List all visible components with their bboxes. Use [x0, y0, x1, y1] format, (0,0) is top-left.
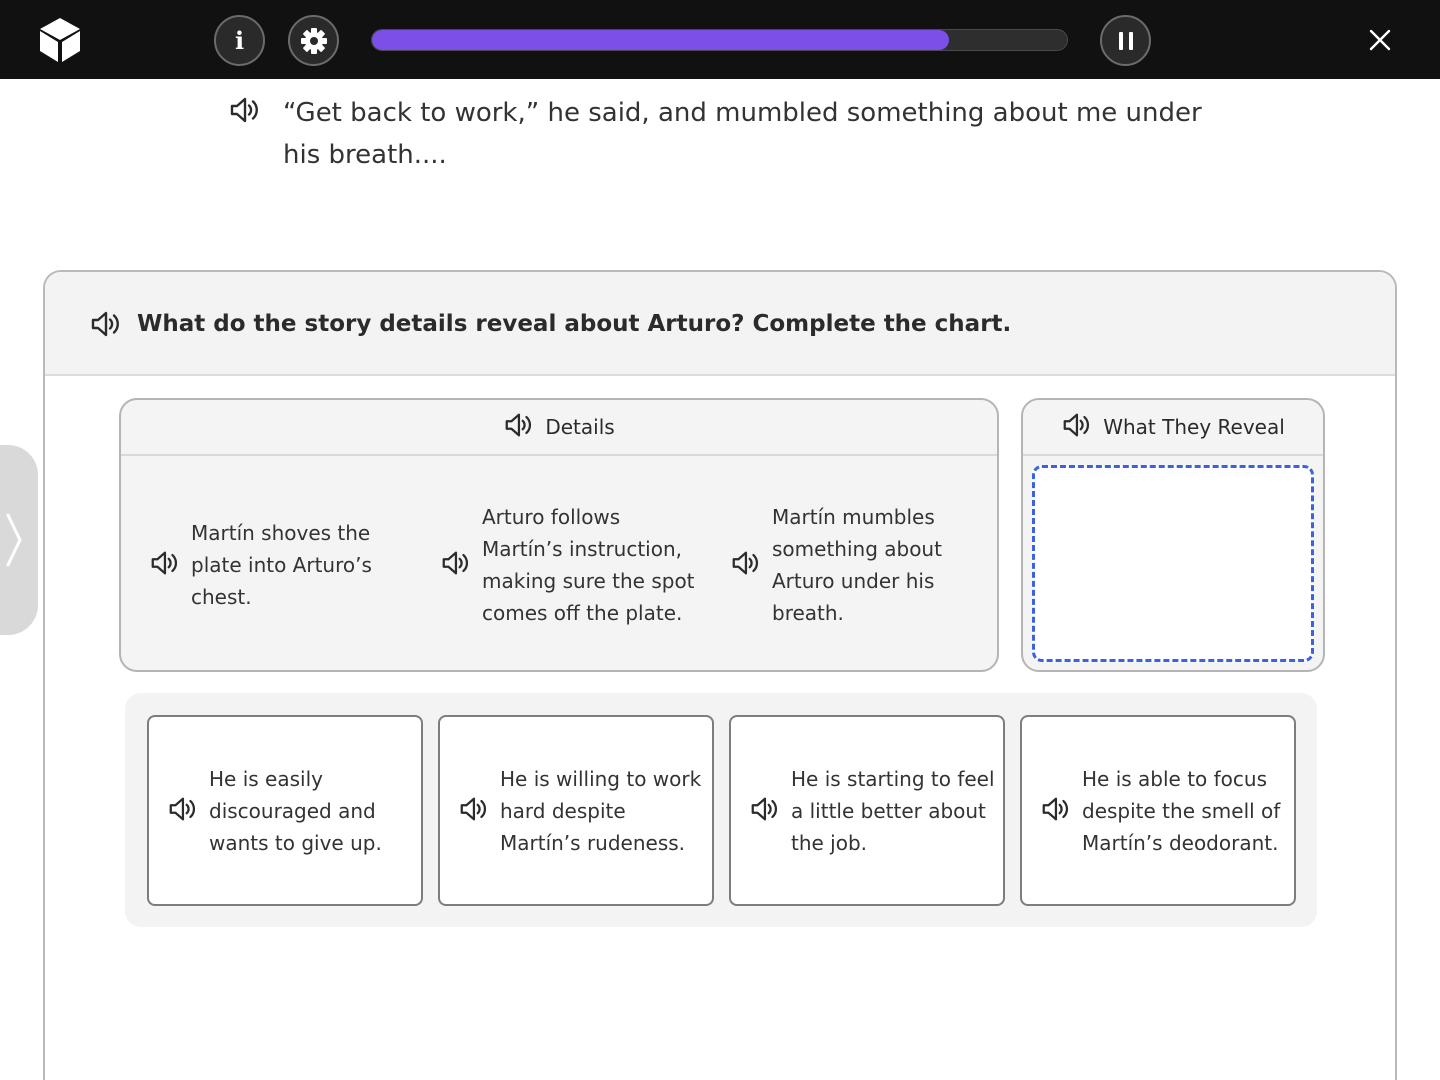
details-header-label: Details [545, 415, 615, 439]
question-card [43, 270, 1397, 1080]
chevron-right-icon [4, 512, 24, 568]
pause-icon [1116, 30, 1136, 52]
speaker-icon[interactable] [440, 548, 470, 582]
answer-choice-card[interactable] [1020, 715, 1296, 906]
speaker-icon[interactable] [458, 794, 488, 828]
gear-icon [300, 27, 328, 55]
info-icon: i [234, 25, 245, 55]
settings-button[interactable] [288, 15, 339, 66]
answer-drop-zone[interactable] [1032, 465, 1314, 662]
answer-choice-text: He is willing to work hard despite Martín’s rudeness. [500, 766, 702, 855]
cube-logo-icon [38, 16, 82, 64]
answer-choice-text: He is able to focus despite the smell of Martín’s deodorant. [1082, 766, 1281, 855]
answer-choices-tray [125, 693, 1317, 927]
detail-item [149, 458, 411, 672]
question-text: What do the story details reveal about Arturo? Complete the chart. [137, 311, 1012, 337]
answer-choice-card[interactable] [438, 715, 714, 906]
answer-choice-text: He is starting to feel a little better about the job. [791, 766, 995, 855]
close-icon [1369, 29, 1391, 51]
progress-bar [371, 29, 1068, 51]
close-button[interactable] [1362, 22, 1398, 58]
detail-text: Martín shoves the plate into Arturo’s chest. [191, 521, 372, 609]
passage-excerpt [228, 92, 1208, 176]
speaker-icon[interactable] [1061, 410, 1091, 445]
reveal-header-label: What They Reveal [1103, 415, 1285, 439]
details-header [121, 400, 997, 456]
reveal-column [1021, 398, 1325, 672]
detail-item [440, 458, 702, 672]
detail-text: Arturo follows Martín’s instruction, making sure the spot comes off the plate. [482, 505, 695, 625]
speaker-icon[interactable] [89, 308, 121, 344]
answer-choice-card[interactable] [147, 715, 423, 906]
answer-choice-text: He is easily discouraged and wants to give up. [209, 766, 382, 855]
passage-text: “Get back to work,” he said, and mumbled something about me under his breath.... [283, 98, 1202, 170]
info-button[interactable] [214, 15, 265, 66]
speaker-icon[interactable] [730, 548, 760, 582]
side-panel-toggle[interactable] [0, 445, 38, 635]
progress-fill [372, 30, 949, 50]
speaker-icon[interactable] [749, 794, 779, 828]
speaker-icon[interactable] [167, 794, 197, 828]
speaker-icon[interactable] [1040, 794, 1070, 828]
answer-choice-card[interactable] [729, 715, 1005, 906]
speaker-icon[interactable] [228, 94, 260, 130]
speaker-icon[interactable] [503, 410, 533, 445]
top-bar [0, 0, 1440, 79]
speaker-icon[interactable] [149, 548, 179, 582]
detail-item [730, 458, 988, 672]
detail-text: Martín mumbles something about Arturo under his breath. [772, 505, 942, 625]
reveal-header [1023, 400, 1323, 456]
question-header [45, 272, 1395, 376]
details-table [119, 398, 999, 672]
pause-button[interactable] [1100, 15, 1151, 66]
